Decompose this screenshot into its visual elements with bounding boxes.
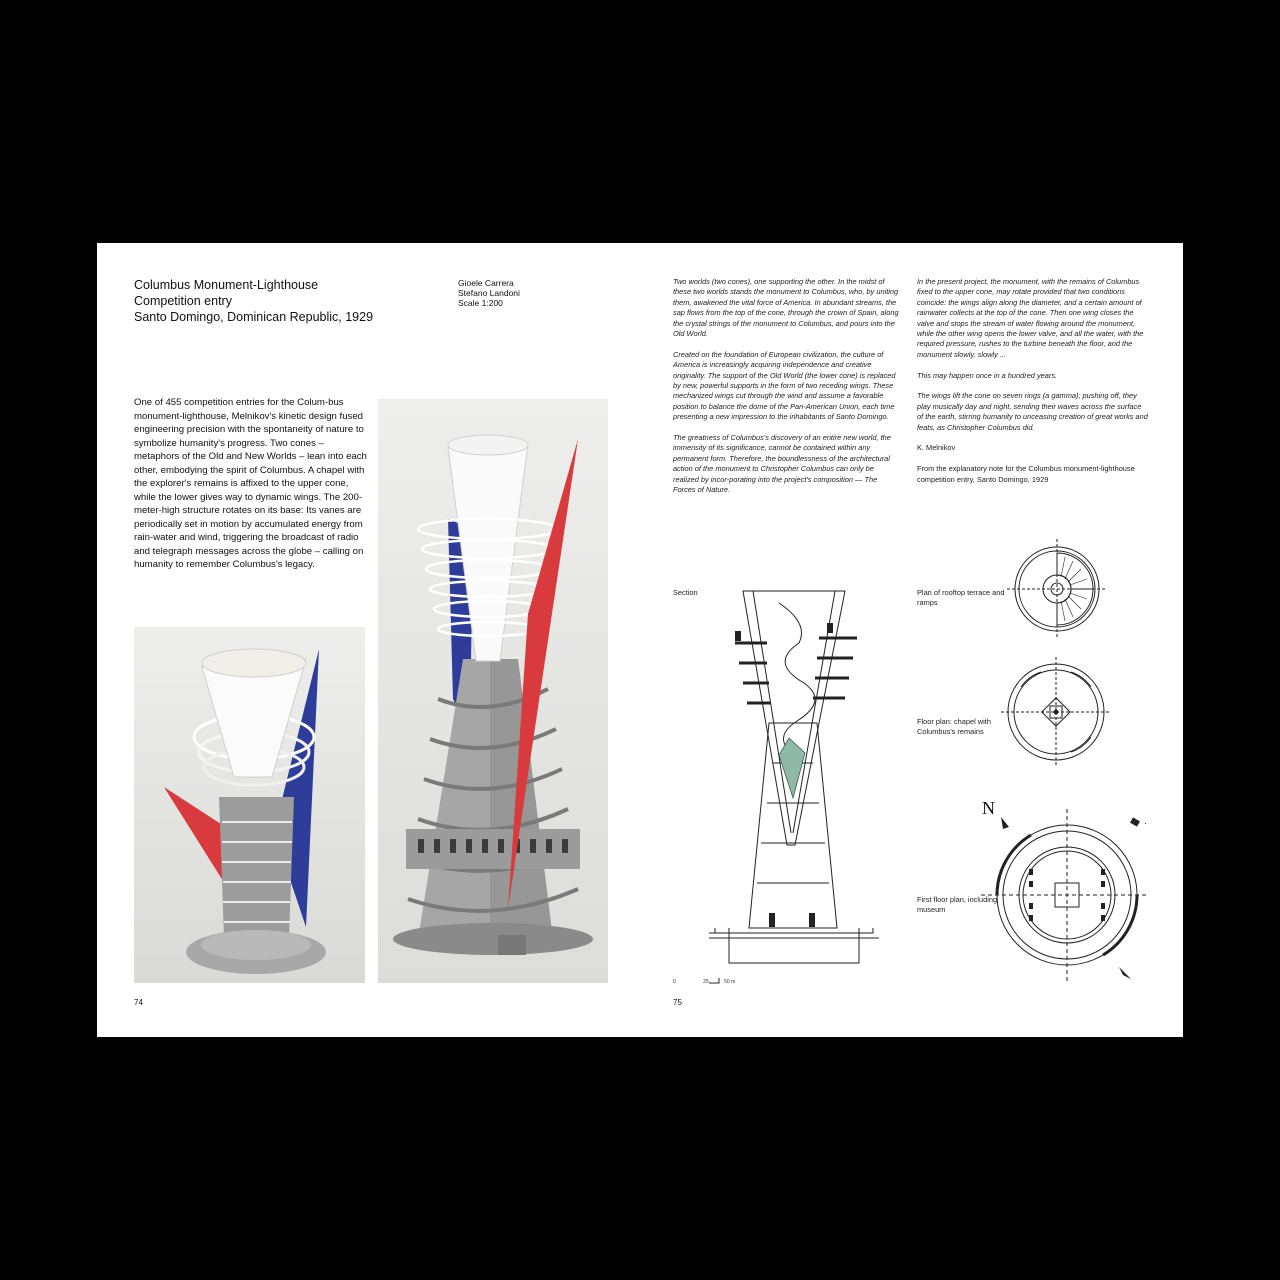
model-photo-top-illustration (134, 627, 365, 983)
title-line: Santo Domingo, Dominican Republic, 1929 (134, 310, 374, 324)
section-drawing-svg (709, 583, 879, 998)
scale-tick: 25 (703, 979, 709, 985)
quote-paragraph: In the present project, the monument, with the remains of Columbus fixed to the upper cone, may rotate provided that two conditions coincide: the wings align along the diameter, and a certain amount of rainwater collects at the top of the cone. Then one wing closes the valve and stops the stream of water flowing around the monument, while the other wing opens the lower valve, and all the water, with the required pressure, rushes to the turbine beneath the floor, and the monument slowly, slowly ... (917, 277, 1144, 359)
quote-column-2 (917, 277, 1149, 495)
label-chapel-plan: Floor plan: chapel with Columbus's remains (917, 717, 991, 736)
model-photo-elevation (378, 399, 608, 983)
title-line: Competition entry (134, 294, 232, 308)
scale-bar-labels (673, 979, 735, 985)
page-number-right: 75 (673, 998, 682, 1007)
quote-paragraph: Two worlds (two cones), one supporting the other. In the midst of these two worlds stands the monument to Columbus, who, by uniting them, awakened the vital force of America. In abundant streams, the sap flows from the top of the cone, through the crown of Spain, along the crystal strings of the monument to Columbus, and pours into the Old World. (673, 277, 899, 339)
chapel-plan-svg (1001, 657, 1111, 767)
first-floor-plan-drawing (981, 799, 1146, 989)
source-note: From the explanatory note for the Columbus monument-lighthouse competition entry, Santo Domingo, 1929 (917, 464, 1135, 484)
rooftop-plan-drawing (1007, 539, 1107, 639)
quote-paragraph: Created on the foundation of European civilization, the culture of America is increasingly acquiring independence and creative originality. The support of the Old World (the lower cone) is replaced by new, powerful supports in the form of two receding wings. These mechanized wings cut through the wind and assume a favorable position to balance the dome of the Pan-American Union, each time presenting a new impression to the inhabitants of Santo Domingo. (673, 349, 896, 422)
rooftop-plan-svg (1007, 539, 1107, 639)
first-floor-plan-svg (981, 799, 1146, 989)
model-photo-top (134, 627, 365, 983)
quote-paragraph: This may happen once in a hundred years. (917, 370, 1058, 380)
title-line: Columbus Monument-Lighthouse (134, 278, 319, 292)
book-spread (97, 243, 1183, 1037)
signature: K. Melnikov (917, 443, 956, 453)
north-label: N (982, 798, 995, 818)
label-first-floor-plan: First floor plan, including museum (917, 895, 998, 914)
intro-paragraph: One of 455 competition entries for the Colum-bus monument-lighthouse, Melnikov's kinetic design fused engineering precision with the spontaneity of nature to symbolize humanity's progress. Two cones – metaphors of the Old and New Worlds – lean into each other, embodying the spirit of Columbus. A chapel with the explorer's remains is affixed to the upper cone, while the lower gives way to dynamic wings. The 200-meter-high structure rotates on its base: Its vanes are periodically set in motion by accumulated energy from rain-water and wind, triggering the broadcast of radio and telegraph messages across the globe – calling on humanity to remember Columbus's legacy. (134, 397, 367, 570)
quote-column-1 (673, 277, 899, 506)
section-label: Section (673, 588, 698, 597)
scale-tick: 50 m (724, 979, 736, 985)
credit-author: Stefano Landoni (458, 288, 520, 298)
model-photo-elevation-illustration (378, 399, 608, 983)
north-arrow-icon (1001, 817, 1009, 829)
chapel-plan-drawing (1001, 657, 1111, 767)
quote-paragraph: The greatness of Columbus's discovery of an entire new world, the immensity of its significance, cannot be contained within any permanent form. Therefore, the boundlessness of the architectural action of the monument to Christopher Columbus can only be realized by incor-porating into the project's composition — The Forces of Nature. (673, 433, 891, 495)
credit-scale: Scale 1:200 (458, 298, 503, 308)
quote-paragraph: The wings lift the cone on seven rings (a gamma); pushing off, they play musically day and night, sending their waves across the surface of the earth, stirring humanity to unceasing creation of great works and feats, as Christopher Columbus did. (917, 391, 1148, 432)
page-number-left: 74 (134, 998, 143, 1007)
section-drawing (709, 583, 879, 998)
page-title (134, 277, 434, 325)
label-rooftop-plan: Plan of rooftop terrace and ramps (917, 588, 1005, 607)
scale-tick: 0 (673, 979, 676, 985)
credit-author: Gioele Carrera (458, 278, 514, 288)
credits (458, 278, 578, 308)
arrow-icon (1119, 967, 1131, 979)
